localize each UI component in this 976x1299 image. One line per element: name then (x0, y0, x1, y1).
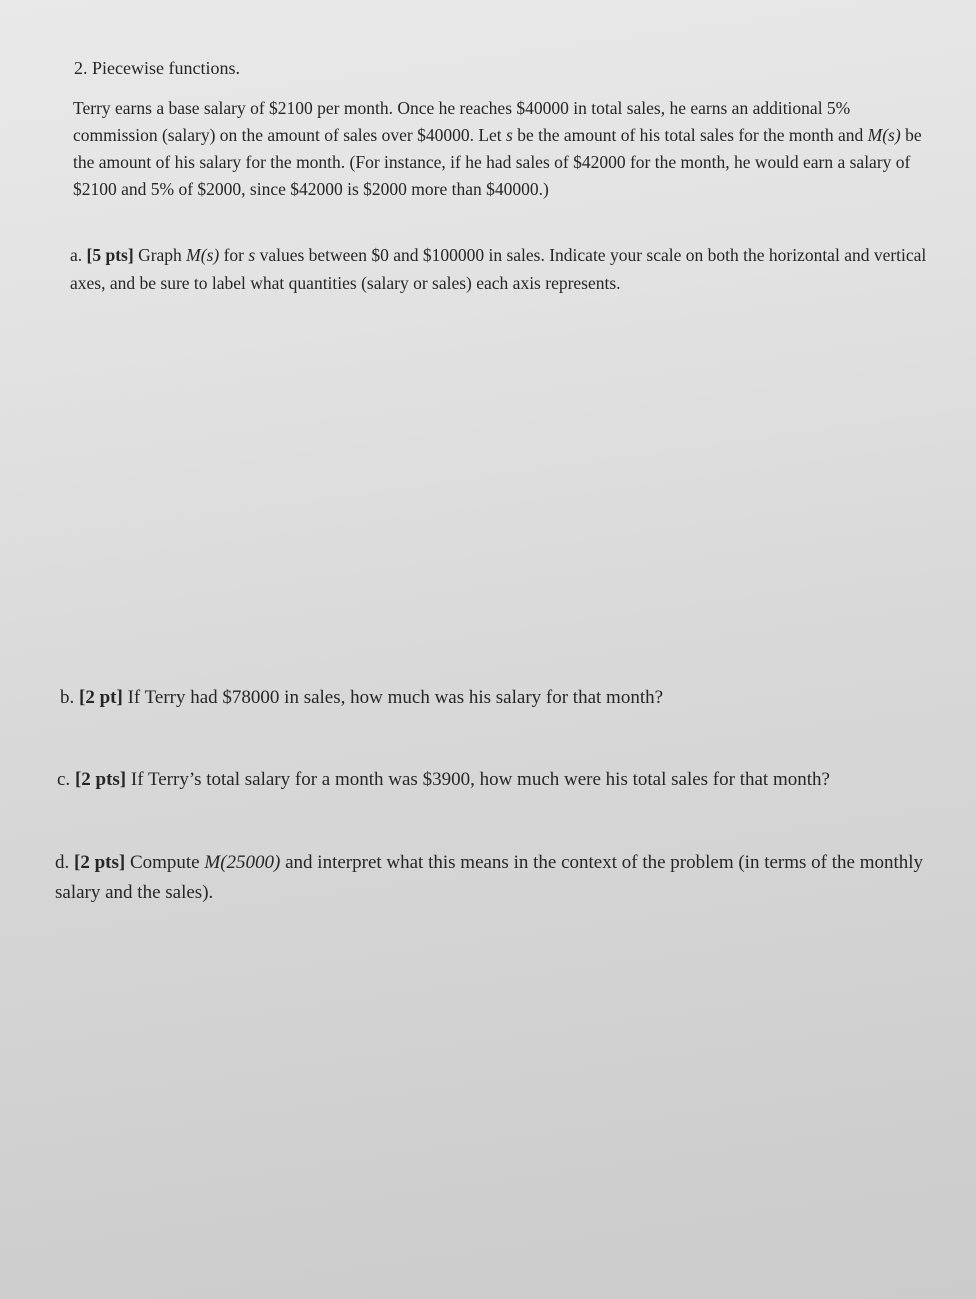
question-b-text: If Terry had $78000 in sales, how much was his salary for that month? (122, 687, 664, 708)
intro-text-3: be the amount of his salary for the month. (For instance, if he had sales of $42000 for the month, he would earn a salary of $2100 and 5% of $2000, since $42000 is $2000 more than $40000.) (73, 125, 922, 199)
intro-text-1: Terry earns a base salary of $2100 per month. Once he reaches $40000 in total sales, he earns an additional 5% commission (salary) on the amount of sales over $40000. Let (73, 98, 851, 145)
question-d-points: [2 pts] (74, 852, 126, 873)
written-answer-space[interactable] (55, 910, 935, 1270)
function-m-of-s: M(s) (867, 125, 901, 145)
problem-statement (73, 95, 933, 203)
question-d-letter: d. (55, 852, 70, 873)
question-a-text-1: Graph (133, 245, 187, 265)
question-d-function: M(25000) (204, 852, 281, 873)
variable-s: s (506, 125, 513, 145)
question-d-text-2: and interpret what this means in the context of the problem (in terms of the monthly salary and the sales). (55, 852, 924, 903)
question-c (57, 766, 957, 794)
problem-heading: 2. Piecewise functions. (74, 58, 240, 78)
intro-text-2: be the amount of his total sales for the month and (512, 125, 868, 145)
question-a (70, 241, 945, 297)
question-c-points: [2 pts] (74, 769, 127, 790)
question-b-letter: b. (60, 687, 75, 708)
question-b (60, 684, 950, 712)
question-c-text: If Terry’s total salary for a month was $3900, how much were his total sales for that month? (126, 769, 830, 790)
question-a-letter: a. (70, 245, 83, 265)
graph-answer-space[interactable] (70, 300, 930, 670)
question-a-points: [5 pts] (86, 245, 134, 265)
question-c-letter: c. (57, 769, 71, 790)
question-a-text-2: for (219, 245, 249, 265)
question-a-text-3: values between $0 and $100000 in sales. Indicate your scale on both the horizontal and vertical axes, and be sure to label what quantities (salary or sales) each axis represents. (70, 245, 927, 293)
question-a-function: M(s) (186, 245, 220, 265)
question-a-variable: s (248, 245, 256, 265)
question-b-points: [2 pt] (79, 687, 123, 708)
question-d-text-1: Compute (125, 852, 205, 873)
question-d (55, 848, 955, 908)
